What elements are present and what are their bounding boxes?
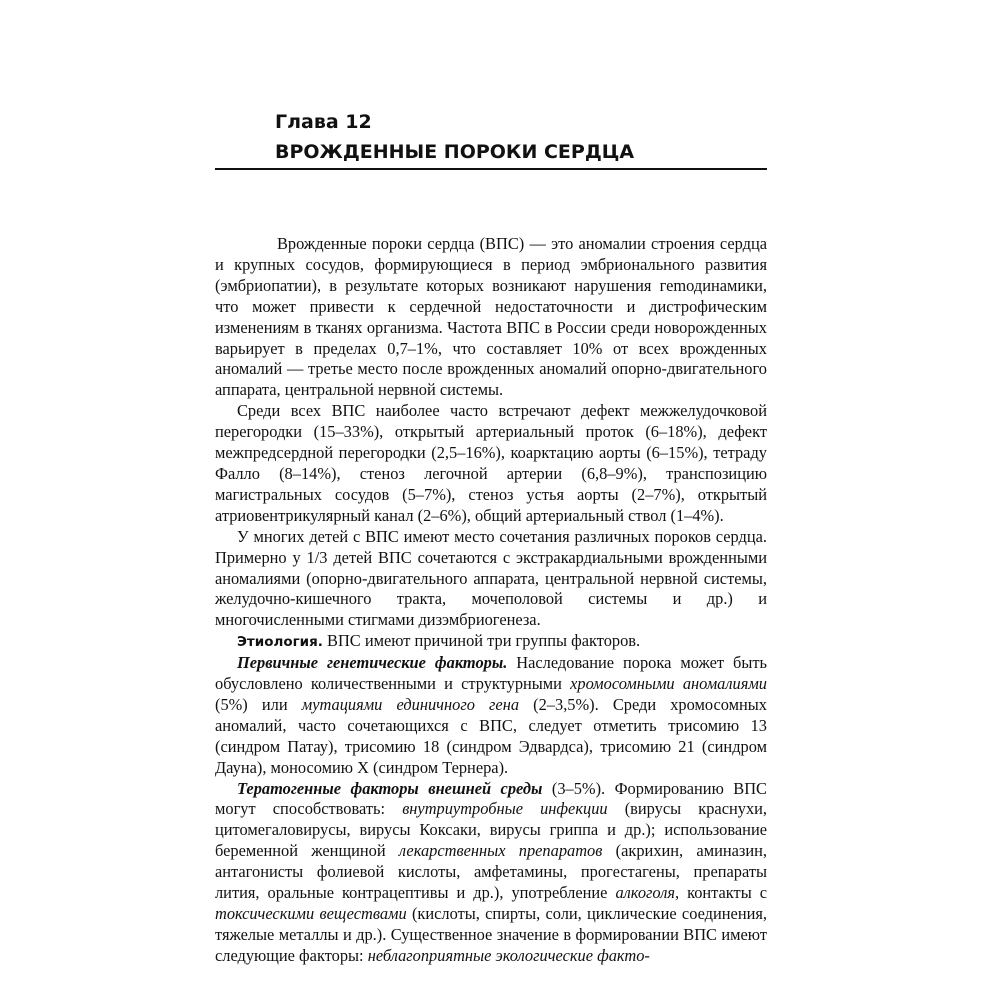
paragraph-definition: Врожденные пороки сердца (ВПС) — это аномалии строения сердца и крупных сосудов, формирующиеся в период эмбрионального развития (эмбриопатии), в результате которых возникают нарушения геmодинамики, что может привести к сердечной недостаточности и дистрофическим изменениям в тканях организма. Частота ВПС в России среди новорожденных варьирует в пределах 0,7–1%, что составляет 10% от всех врожденных аномалий — третье место после врожденных аномалий опорно-двигательного аппарата, центральной нервной системы. [215,234,767,400]
genetic-text-1: Наследование порока может быть обусловлено количественными и структурными [215,653,767,694]
genetic-text-3: (2–3,5%). Среди хромосомных аномалий, часто сочетающихся с ВПС, следует отметить трисомию 13 (синдром Патау), трисомию 18 (синдром Эдвардса), трисомию 21 (синдром Дауна), моносомию X (синдром Тернера). [215,694,767,777]
chapter-title: ВРОЖДЕННЫЕ ПОРОКИ СЕРДЦА [215,140,767,170]
teratogenic-text-3: (акрихин, аминазин, антагонисты фолиевой кислоты, амфетамины, прогестагены, препараты лития, оральные контрацептивы и др.), употребление [215,841,768,903]
teratogenic-text-2: (вирусы краснухи, цитомегаловирусы, вирусы Коксаки, вирусы гриппа и др.); использование беременной женщиной [215,799,768,861]
paragraph-etiology [215,631,767,653]
paragraph-genetic-factors [215,653,767,778]
etiology-heading: Этиология. [237,634,323,651]
genetic-factors-heading: Первичные генетические факторы. [237,653,508,673]
teratogenic-italic-4: токсическими веществами [215,904,407,923]
teratogenic-italic-3: алкоголя [615,883,675,903]
genetic-italic-1: хромосомными аномалиями [570,674,767,694]
teratogenic-italic-5: неблагоприятные экологические факто- [367,945,650,965]
paragraph-teratogenic-factors [215,779,767,967]
etiology-text: ВПС имеют причиной три группы факторов. [322,631,641,651]
paragraph-frequency: Среди всех ВПС наиболее часто встречают дефект межжелудочковой перегородки (15–33%), открытый артериальный проток (6–18%), дефект межпредсердной перегородки (2,5–16%), коарктацию аорты (6–15%), тетраду Фалло (8–14%), стеноз легочной артерии (6,8–9%), транспозицию магистральных сосудов (5–7%), стеноз устья аорты (2–7%), открытый атриовентрикулярный канал (2–6%), общий артериальный ствол (1–4%). [215,401,767,525]
teratogenic-heading: Тератогенные факторы внешней среды [237,778,543,798]
teratogenic-text-1: (3–5%). Формированию ВПС могут способствовать: [215,778,767,819]
teratogenic-text-4: , контакты с [674,883,767,903]
genetic-text-2: (5%) или [215,694,302,714]
teratogenic-text-5: (кислоты, спирты, соли, циклические соединения, тяжелые металлы и др.). Существенное значение в формировании ВПС имеют следующие факторы: [215,904,768,965]
chapter-number: Глава 12 [275,111,372,133]
genetic-italic-2: мутациями единичного гена [301,694,520,714]
page [215,110,767,967]
teratogenic-italic-1: внутриутробные инфекции [402,799,608,819]
paragraph-combinations: У многих детей с ВПС имеют место сочетания различных пороков сердца. Примерно у 1/3 детей ВПС сочетаются с экстракардиальными врожденными аномалиями (опорно-двигательного аппарата, центральной нервной системы, желудочно-кишечного тракта, мочеполовой системы и др.) и многочисленными стигмами дизэмбриогенеза. [215,526,767,630]
body-text [215,234,767,967]
teratogenic-italic-2: лекарственных препаратов [398,841,603,861]
